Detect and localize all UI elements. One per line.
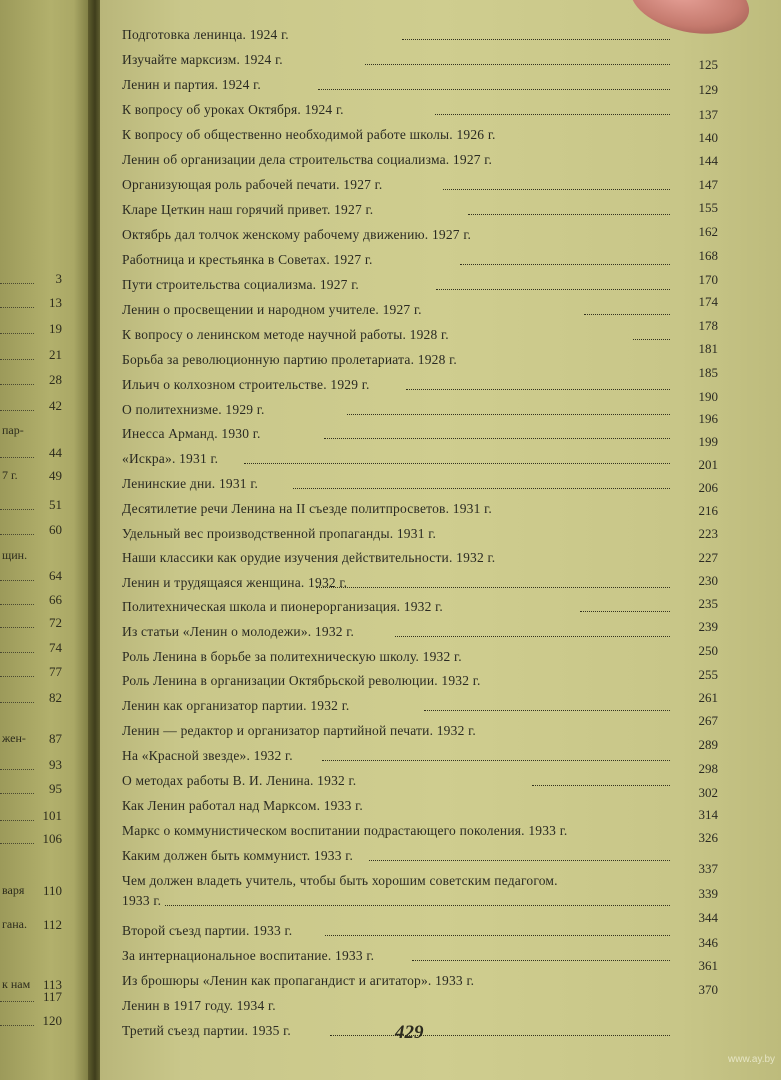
toc-entry-title: Ильич о колхозном строительстве. 1929 г.: [122, 377, 370, 392]
toc-page-number: 140: [698, 130, 718, 145]
left-page-row: [0, 318, 90, 338]
left-page-number: 112: [42, 917, 62, 932]
left-page-dot-leader: [0, 843, 34, 844]
left-page-number: 77: [49, 664, 62, 679]
toc-entry: [122, 843, 670, 867]
toc-entry: [122, 272, 670, 296]
watermark: www.ay.by: [728, 1054, 776, 1065]
toc-dot-leader: [365, 64, 670, 65]
left-page-dot-leader: [0, 627, 34, 628]
toc-entry-title: Роль Ленина в борьбе за политехническую школу. 1932 г.: [122, 649, 462, 664]
toc-page-number: 181: [698, 341, 718, 356]
toc-page-number: 255: [698, 667, 718, 682]
toc-page-number: 250: [698, 643, 718, 658]
toc-entry-title: О методах работы В. И. Ленина. 1932 г.: [122, 773, 357, 788]
left-page-dot-leader: [0, 793, 34, 794]
toc-entry: [122, 446, 670, 470]
left-page-dot-leader: [0, 307, 34, 308]
left-page-number: 110: [42, 883, 62, 898]
toc-dot-leader: [532, 785, 670, 786]
left-page-dot-leader: [0, 652, 34, 653]
toc-entry: [122, 247, 670, 271]
toc-entry-continuation: [122, 888, 670, 912]
toc-entry: [122, 222, 670, 246]
toc-entry-title: Работница и крестьянка в Советах. 1927 г.: [122, 252, 373, 267]
toc-page-number: 216: [698, 503, 718, 518]
toc-entry-title: Маркс о коммунистическом воспитании подрастающего поколения. 1933 г.: [122, 823, 568, 838]
toc-dot-leader: [436, 289, 670, 290]
left-page-row: [0, 880, 90, 900]
toc-dot-leader: [460, 264, 670, 265]
toc-entry: [122, 22, 670, 46]
toc-entry: [122, 496, 670, 520]
toc-page-number: 199: [698, 434, 718, 449]
toc-entry: [122, 918, 670, 942]
toc-entry-title: Из брошюры «Ленин как пропагандист и агитатор». 1933 г.: [122, 973, 475, 988]
toc-page-number: 361: [698, 958, 718, 973]
left-page-row: [0, 589, 90, 609]
left-page-number: 120: [42, 1013, 62, 1028]
left-page-number: 44: [49, 445, 62, 460]
left-page-number: 106: [42, 831, 62, 846]
toc-dot-leader: [318, 89, 670, 90]
left-page-row: [0, 637, 90, 657]
left-page-row: [0, 612, 90, 632]
toc-page-number: 326: [698, 830, 718, 845]
toc-entry: [122, 47, 670, 71]
toc-dot-leader: [395, 636, 670, 637]
left-page-row: [0, 828, 90, 848]
left-page-row: [0, 465, 90, 485]
toc-dot-leader: [347, 414, 670, 415]
toc-page-number: 206: [698, 480, 718, 495]
toc-entry-title: Политехническая школа и пионерорганизация. 1932 г.: [122, 599, 443, 614]
left-page-text-fragment: варя: [2, 883, 25, 897]
left-page-dot-leader: [0, 283, 34, 284]
toc-dot-leader: [369, 860, 670, 861]
left-page-row: [0, 661, 90, 681]
toc-entry: [122, 471, 670, 495]
toc-entry-title: За интернациональное воспитание. 1933 г.: [122, 948, 375, 963]
toc-entry-title: Удельный вес производственной пропаганды. 1931 г.: [122, 526, 437, 541]
left-page-row: [0, 519, 90, 539]
toc-entry: [122, 397, 670, 421]
toc-page-number: 162: [698, 224, 718, 239]
toc-page-number: 223: [698, 526, 718, 541]
toc-dot-leader: [633, 339, 670, 340]
toc-page-number: 174: [698, 294, 718, 309]
toc-entry-title: Десятилетие речи Ленина на II съезде политпросветов. 1931 г.: [122, 501, 492, 516]
toc-page-number: 344: [698, 910, 718, 925]
toc-page-number: 370: [698, 982, 718, 997]
toc-entry-title: Октябрь дал толчок женскому рабочему движению. 1927 г.: [122, 227, 472, 242]
left-page-text-fragment: щин.: [2, 548, 28, 562]
toc-entry: [122, 72, 670, 96]
toc-entry-title: Ленин о просвещении и народном учителе. 1927 г.: [122, 302, 422, 317]
toc-entry-title: К вопросу об уроках Октября. 1924 г.: [122, 102, 344, 117]
left-page-row: [0, 395, 90, 415]
toc-entry: [122, 421, 670, 445]
toc-page-number: 185: [698, 365, 718, 380]
left-page-number: 49: [49, 468, 62, 483]
left-page-number: 82: [49, 690, 62, 705]
toc-entry: [122, 570, 670, 594]
toc-page-number: 178: [698, 318, 718, 333]
toc-entry: [122, 668, 670, 692]
toc-dot-leader: [330, 1035, 670, 1036]
toc-entry-title: Роль Ленина в организации Октябрьской революции. 1932 г.: [122, 673, 481, 688]
toc-entry-title: Борьба за революционную партию пролетариата. 1928 г.: [122, 352, 457, 367]
toc-entry-title: Организующая роль рабочей печати. 1927 г.: [122, 177, 383, 192]
left-page-text-fragment: жен-: [2, 731, 26, 745]
toc-entry-title: Ленинские дни. 1931 г.: [122, 476, 259, 491]
toc-page-number: 190: [698, 389, 718, 404]
toc-entry: [122, 619, 670, 643]
left-page-number: 42: [49, 398, 62, 413]
toc-dot-leader: [468, 214, 670, 215]
toc-page-number: 261: [698, 690, 718, 705]
toc-entry: [122, 743, 670, 767]
left-page-row: [0, 754, 90, 774]
toc-dot-leader: [244, 463, 670, 464]
toc-entry-title: Ленин об организации дела строительства социализма. 1927 г.: [122, 152, 493, 167]
toc-entry-title-line2: 1933 г.: [122, 893, 162, 908]
toc-entry: [122, 197, 670, 221]
toc-page-number: 125: [698, 57, 718, 72]
toc-entry: [122, 594, 670, 618]
left-page-row: [0, 545, 90, 565]
left-page-dot-leader: [0, 1001, 34, 1002]
left-page-row: [0, 344, 90, 364]
left-page-dot-leader: [0, 509, 34, 510]
left-page-number: 101: [42, 808, 62, 823]
left-page-number: 21: [49, 347, 62, 362]
toc-entry-title: Второй съезд партии. 1933 г.: [122, 923, 293, 938]
toc-dot-leader: [406, 389, 670, 390]
toc-dot-leader: [412, 960, 670, 961]
toc-entry-title: Подготовка ленинца. 1924 г.: [122, 27, 289, 42]
toc-entry: [122, 372, 670, 396]
toc-page-number: 302: [698, 785, 718, 800]
left-page-row: [0, 914, 90, 934]
left-page-dot-leader: [0, 534, 34, 535]
left-page-number: 113: [42, 977, 62, 992]
left-page-row: [0, 1010, 90, 1030]
toc-entry-title: Кларе Цеткин наш горячий привет. 1927 г.: [122, 202, 374, 217]
toc-entry-title: Ленин в 1917 году. 1934 г.: [122, 998, 276, 1013]
left-page-dot-leader: [0, 457, 34, 458]
left-page-row: [0, 687, 90, 707]
toc-entry-title: Как Ленин работал над Марксом. 1933 г.: [122, 798, 363, 813]
toc-page-number: 147: [698, 177, 718, 192]
left-page-row: [0, 494, 90, 514]
toc-entry-title: Ленин — редактор и организатор партийной печати. 1932 г.: [122, 723, 476, 738]
left-page-row: [0, 369, 90, 389]
page-number: 429: [395, 1022, 424, 1043]
left-page-number: 3: [55, 271, 62, 286]
toc-dot-leader: [322, 760, 670, 761]
toc-entry: [122, 793, 670, 817]
left-page-dot-leader: [0, 820, 34, 821]
toc-entry-title: Каким должен быть коммунист. 1933 г.: [122, 848, 354, 863]
toc-page-number: 267: [698, 713, 718, 728]
toc-page-number: 144: [698, 153, 718, 168]
toc-dot-leader: [443, 189, 670, 190]
toc-dot-leader: [584, 314, 670, 315]
toc-page-number: 170: [698, 272, 718, 287]
left-page: [0, 0, 92, 1080]
toc-entry-title: О политехнизме. 1929 г.: [122, 402, 265, 417]
left-page-number: 95: [49, 781, 62, 796]
left-page-number: 72: [49, 615, 62, 630]
left-page-dot-leader: [0, 384, 34, 385]
toc-entry: [122, 521, 670, 545]
left-page-number: 117: [42, 989, 62, 1004]
toc-entry: [122, 172, 670, 196]
toc-page-number: 314: [698, 807, 718, 822]
left-page-dot-leader: [0, 1025, 34, 1026]
toc-entry-title: Наши классики как орудие изучения действительности. 1932 г.: [122, 550, 496, 565]
toc-page-number: 155: [698, 200, 718, 215]
toc-entry-title: Третий съезд партии. 1935 г.: [122, 1023, 291, 1038]
toc-dot-leader: [316, 587, 670, 588]
toc-entry-title: Ленин как организатор партии. 1932 г.: [122, 698, 350, 713]
toc-entry: [122, 297, 670, 321]
toc-dot-leader: [165, 905, 670, 906]
left-page-row: [0, 778, 90, 798]
toc-dot-leader: [435, 114, 670, 115]
toc-page-number: 230: [698, 573, 718, 588]
left-page-number: 87: [49, 731, 62, 746]
toc-dot-leader: [324, 438, 670, 439]
toc-entry-title: Изучайте марксизм. 1924 г.: [122, 52, 283, 67]
left-page-text-fragment: к нам: [2, 977, 31, 991]
left-page-row: [0, 420, 90, 440]
toc-page-number: 337: [698, 861, 718, 876]
toc-page-number: 239: [698, 619, 718, 634]
toc-page-number: 168: [698, 248, 718, 263]
left-page-dot-leader: [0, 580, 34, 581]
toc-entry: [122, 147, 670, 171]
toc-entry-title: Из статьи «Ленин о молодежи». 1932 г.: [122, 624, 355, 639]
toc-entry-title: Чем должен владеть учитель, чтобы быть хорошим советским педагогом.: [122, 873, 558, 888]
toc-dot-leader: [325, 935, 670, 936]
toc-page-number: 227: [698, 550, 718, 565]
left-page-dot-leader: [0, 604, 34, 605]
toc-entry: [122, 818, 670, 842]
left-page-dot-leader: [0, 359, 34, 360]
toc-entry-title: К вопросу о ленинском методе научной работы. 1928 г.: [122, 327, 449, 342]
left-page-row: [0, 728, 90, 748]
left-page-number: 13: [49, 295, 62, 310]
toc-entry-title: Ленин и трудящаяся женщина. 1932 г.: [122, 575, 348, 590]
toc-entry: [122, 122, 670, 146]
toc-entry-title: Ленин и партия. 1924 г.: [122, 77, 261, 92]
toc-entry: [122, 322, 670, 346]
toc-page-number: 201: [698, 457, 718, 472]
left-page-number: 28: [49, 372, 62, 387]
left-page-number: 74: [49, 640, 62, 655]
left-page-dot-leader: [0, 702, 34, 703]
toc-entry: [122, 768, 670, 792]
left-page-number: 60: [49, 522, 62, 537]
toc-page-number: 298: [698, 761, 718, 776]
toc-page-number: 129: [698, 82, 718, 97]
toc-dot-leader: [424, 710, 670, 711]
toc-entry: [122, 993, 670, 1017]
left-page-dot-leader: [0, 333, 34, 334]
left-page-text-fragment: 7 г.: [2, 468, 18, 482]
left-page-text-fragment: пар-: [2, 423, 24, 437]
toc-entry: [122, 644, 670, 668]
left-page-row: [0, 565, 90, 585]
left-page-text-fragment: гана.: [2, 917, 27, 931]
toc-entry: [122, 968, 670, 992]
left-page-dot-leader: [0, 676, 34, 677]
toc-entry-title: На «Красной звезде». 1932 г.: [122, 748, 293, 763]
toc-dot-leader: [402, 39, 670, 40]
toc-entry: [122, 347, 670, 371]
left-page-number: 51: [49, 497, 62, 512]
toc-entry: [122, 97, 670, 121]
toc-entry: [122, 718, 670, 742]
left-page-number: 19: [49, 321, 62, 336]
toc-page-number: 339: [698, 886, 718, 901]
toc-dot-leader: [580, 611, 670, 612]
toc-entry-title: К вопросу об общественно необходимой работе школы. 1926 г.: [122, 127, 496, 142]
left-page-row: [0, 268, 90, 288]
left-page-row: [0, 442, 90, 462]
left-page-number: 93: [49, 757, 62, 772]
toc-entry: [122, 943, 670, 967]
toc-page-number: 196: [698, 411, 718, 426]
left-page-dot-leader: [0, 410, 34, 411]
toc-entry: [122, 545, 670, 569]
toc-entry-title: «Искра». 1931 г.: [122, 451, 219, 466]
left-page-number: 64: [49, 568, 62, 583]
left-page-row: [0, 292, 90, 312]
toc-entry-title: Пути строительства социализма. 1927 г.: [122, 277, 359, 292]
toc-dot-leader: [293, 488, 670, 489]
toc-page-number: 137: [698, 107, 718, 122]
toc-page-number: 346: [698, 935, 718, 950]
left-page-row: [0, 805, 90, 825]
left-page-dot-leader: [0, 769, 34, 770]
toc-entry-title: Инесса Арманд. 1930 г.: [122, 426, 261, 441]
toc-entry: [122, 693, 670, 717]
toc-page-number: 235: [698, 596, 718, 611]
left-page-number: 66: [49, 592, 62, 607]
toc-page-number: 289: [698, 737, 718, 752]
left-page-row: [0, 986, 90, 1006]
